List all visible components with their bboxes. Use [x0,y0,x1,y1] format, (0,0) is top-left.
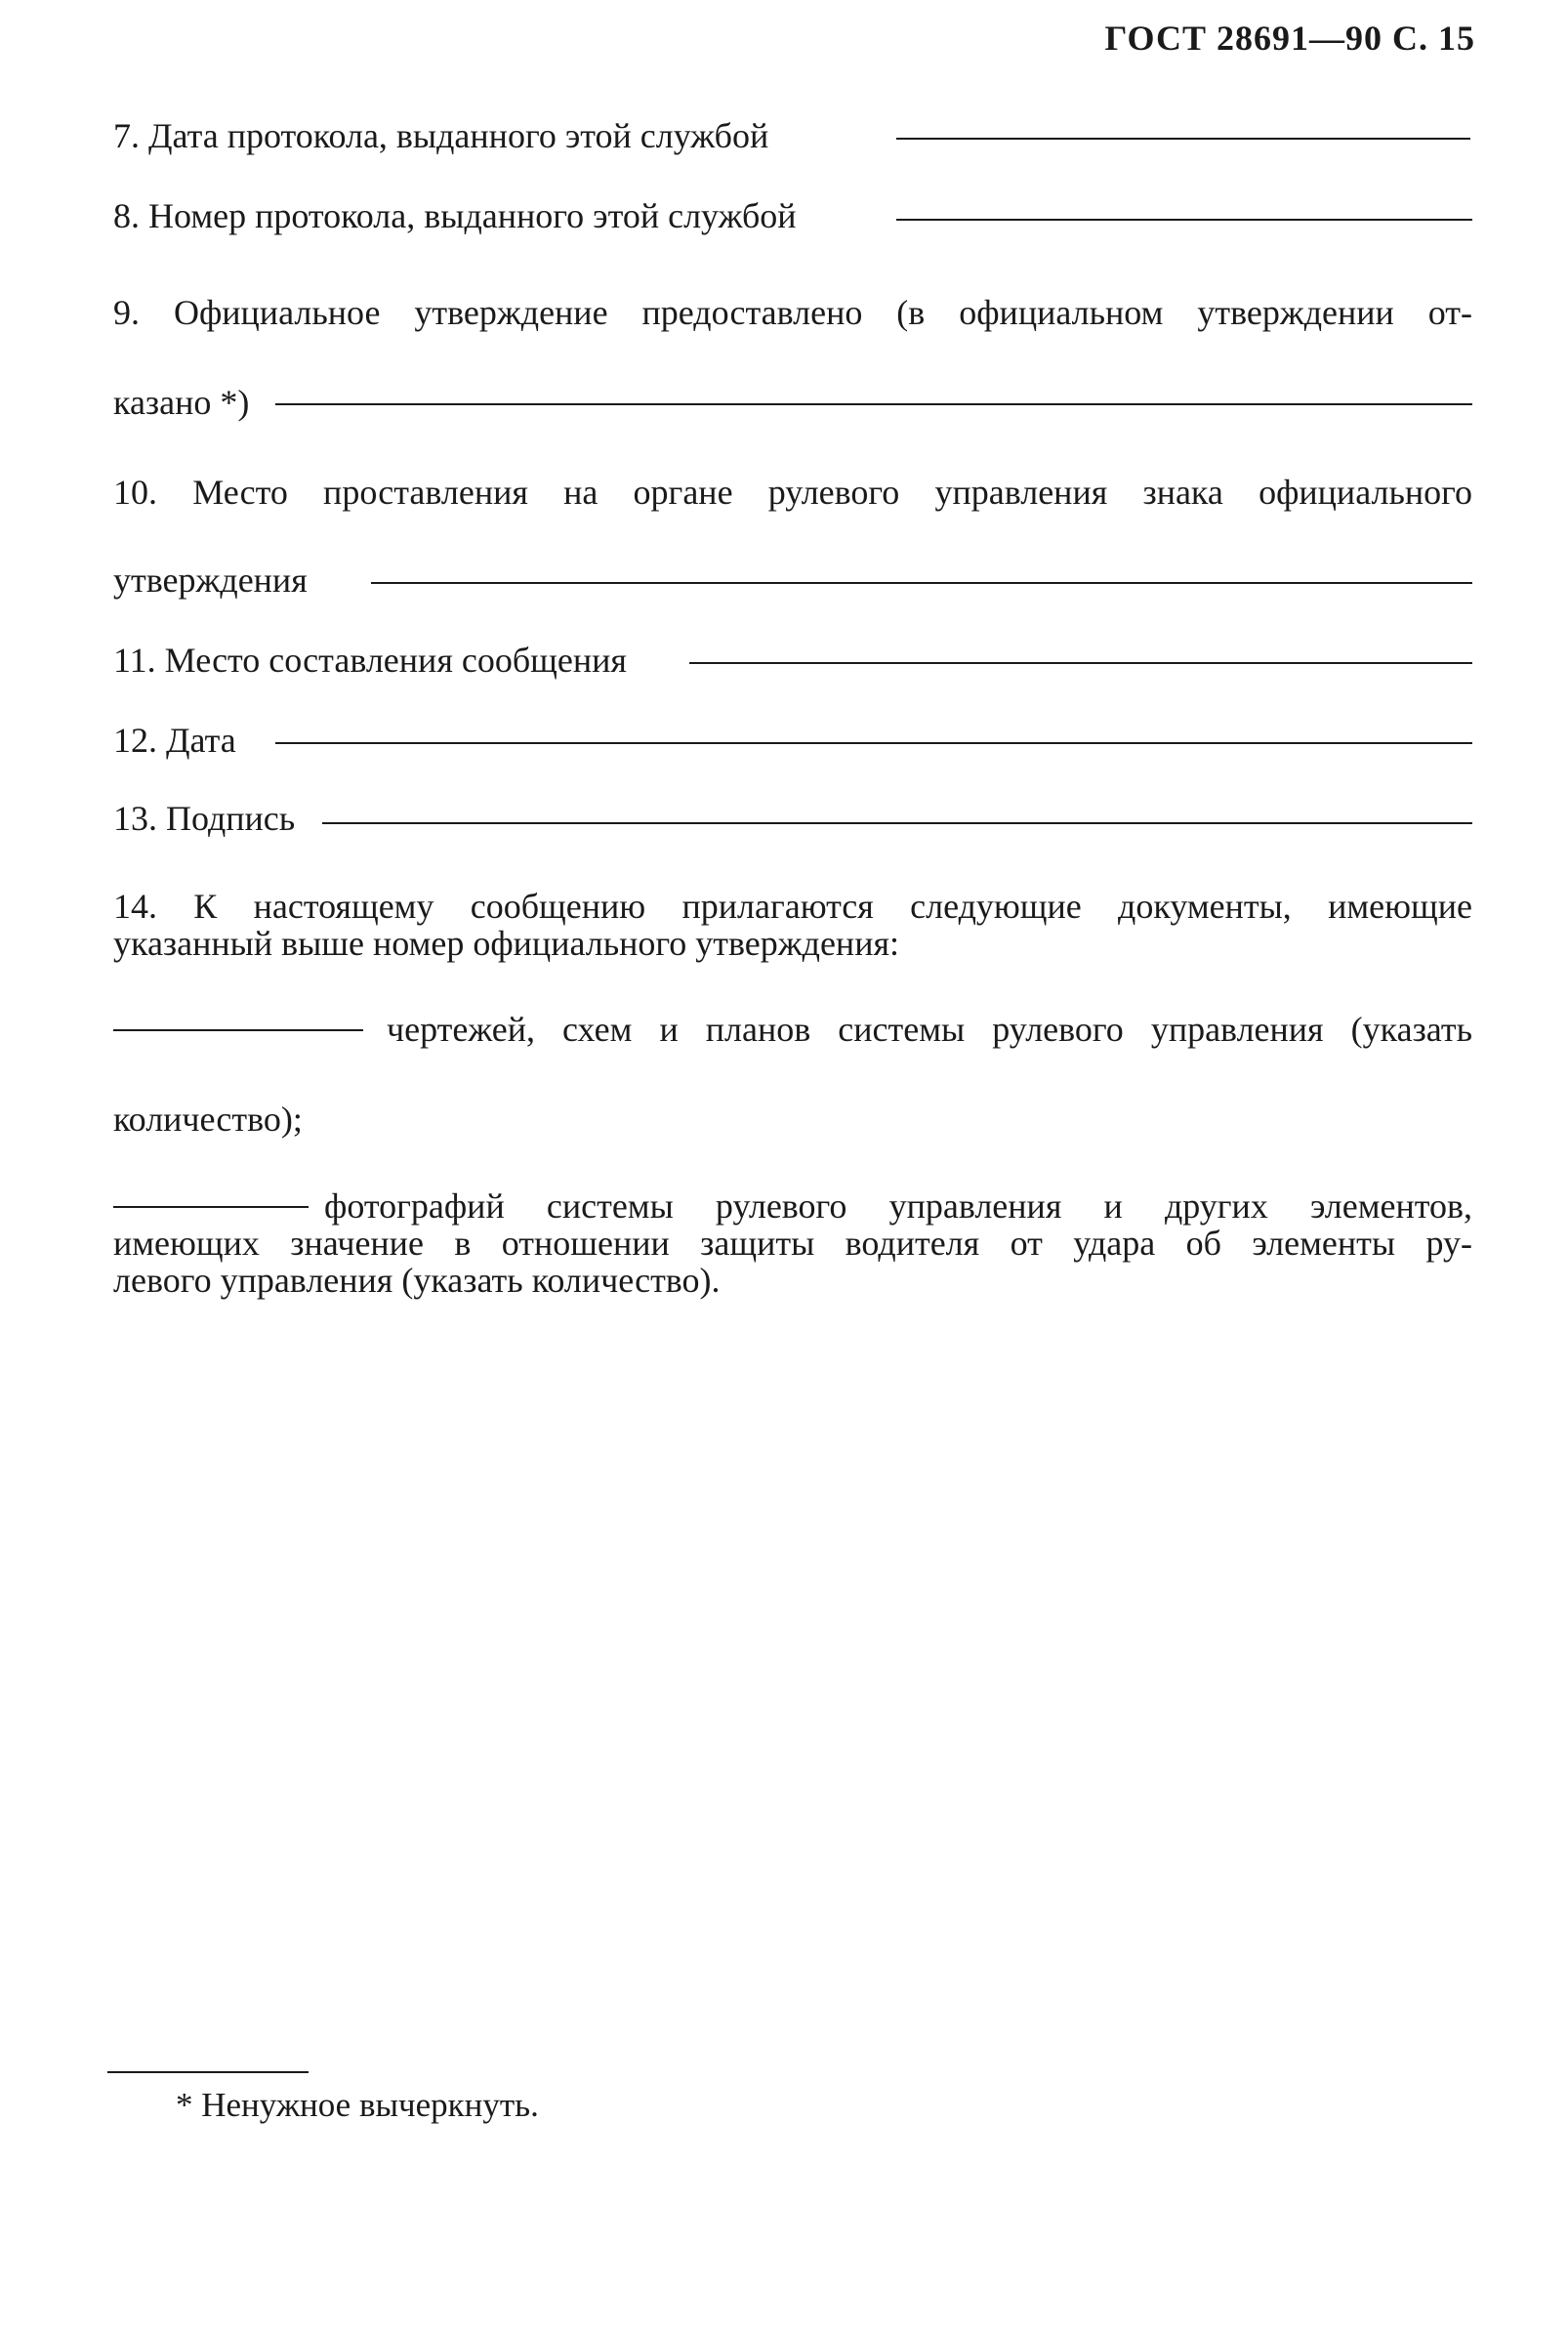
item-9-line-2: казано *) [113,383,250,422]
item-14-line-2: указанный выше номер официального утверждения: [113,924,900,963]
item-12-blank-line[interactable] [275,742,1472,744]
running-head: ГОСТ 28691—90 С. 15 [1104,19,1475,58]
item-7-label: 7. Дата протокола, выданного этой службой [113,116,769,155]
item-10-line-2: утверждения [113,561,308,600]
drawings-line-2: количество); [113,1100,303,1139]
drawings-line-1: чертежей, схем и планов системы рулевого управления (указать [387,1010,1472,1049]
item-10-line-1: 10. Место проставления на органе рулевого управления знака официального [113,473,1472,512]
footnote-text: * Ненужное вычеркнуть. [176,2086,539,2124]
photos-line-2: имеющих значение в отношении защиты водителя от удара об элементы ру- [113,1224,1472,1263]
item-11-blank-line[interactable] [689,662,1472,664]
item-13-label: 13. Подпись [113,799,296,838]
photos-count-blank-line[interactable] [113,1206,309,1208]
item-9-line-1: 9. Официальное утверждение предоставлено (в официальном утверждении от- [113,293,1472,332]
item-9-blank-line[interactable] [275,403,1472,405]
item-14-line-1: 14. К настоящему сообщению прилагаются следующие документы, имеющие [113,887,1472,926]
item-8-label: 8. Номер протокола, выданного этой службой [113,196,797,235]
item-8-blank-line[interactable] [896,219,1472,221]
item-13-blank-line[interactable] [322,822,1472,824]
photos-line-3: левого управления (указать количество). [113,1261,721,1300]
item-11-label: 11. Место составления сообщения [113,641,627,680]
footnote-separator [107,2071,309,2073]
photos-line-1: фотографий системы рулевого управления и других элементов, [324,1186,1472,1226]
item-7-blank-line[interactable] [896,138,1470,140]
item-12-label: 12. Дата [113,721,236,760]
drawings-count-blank-line[interactable] [113,1029,363,1031]
item-10-blank-line[interactable] [371,582,1472,584]
